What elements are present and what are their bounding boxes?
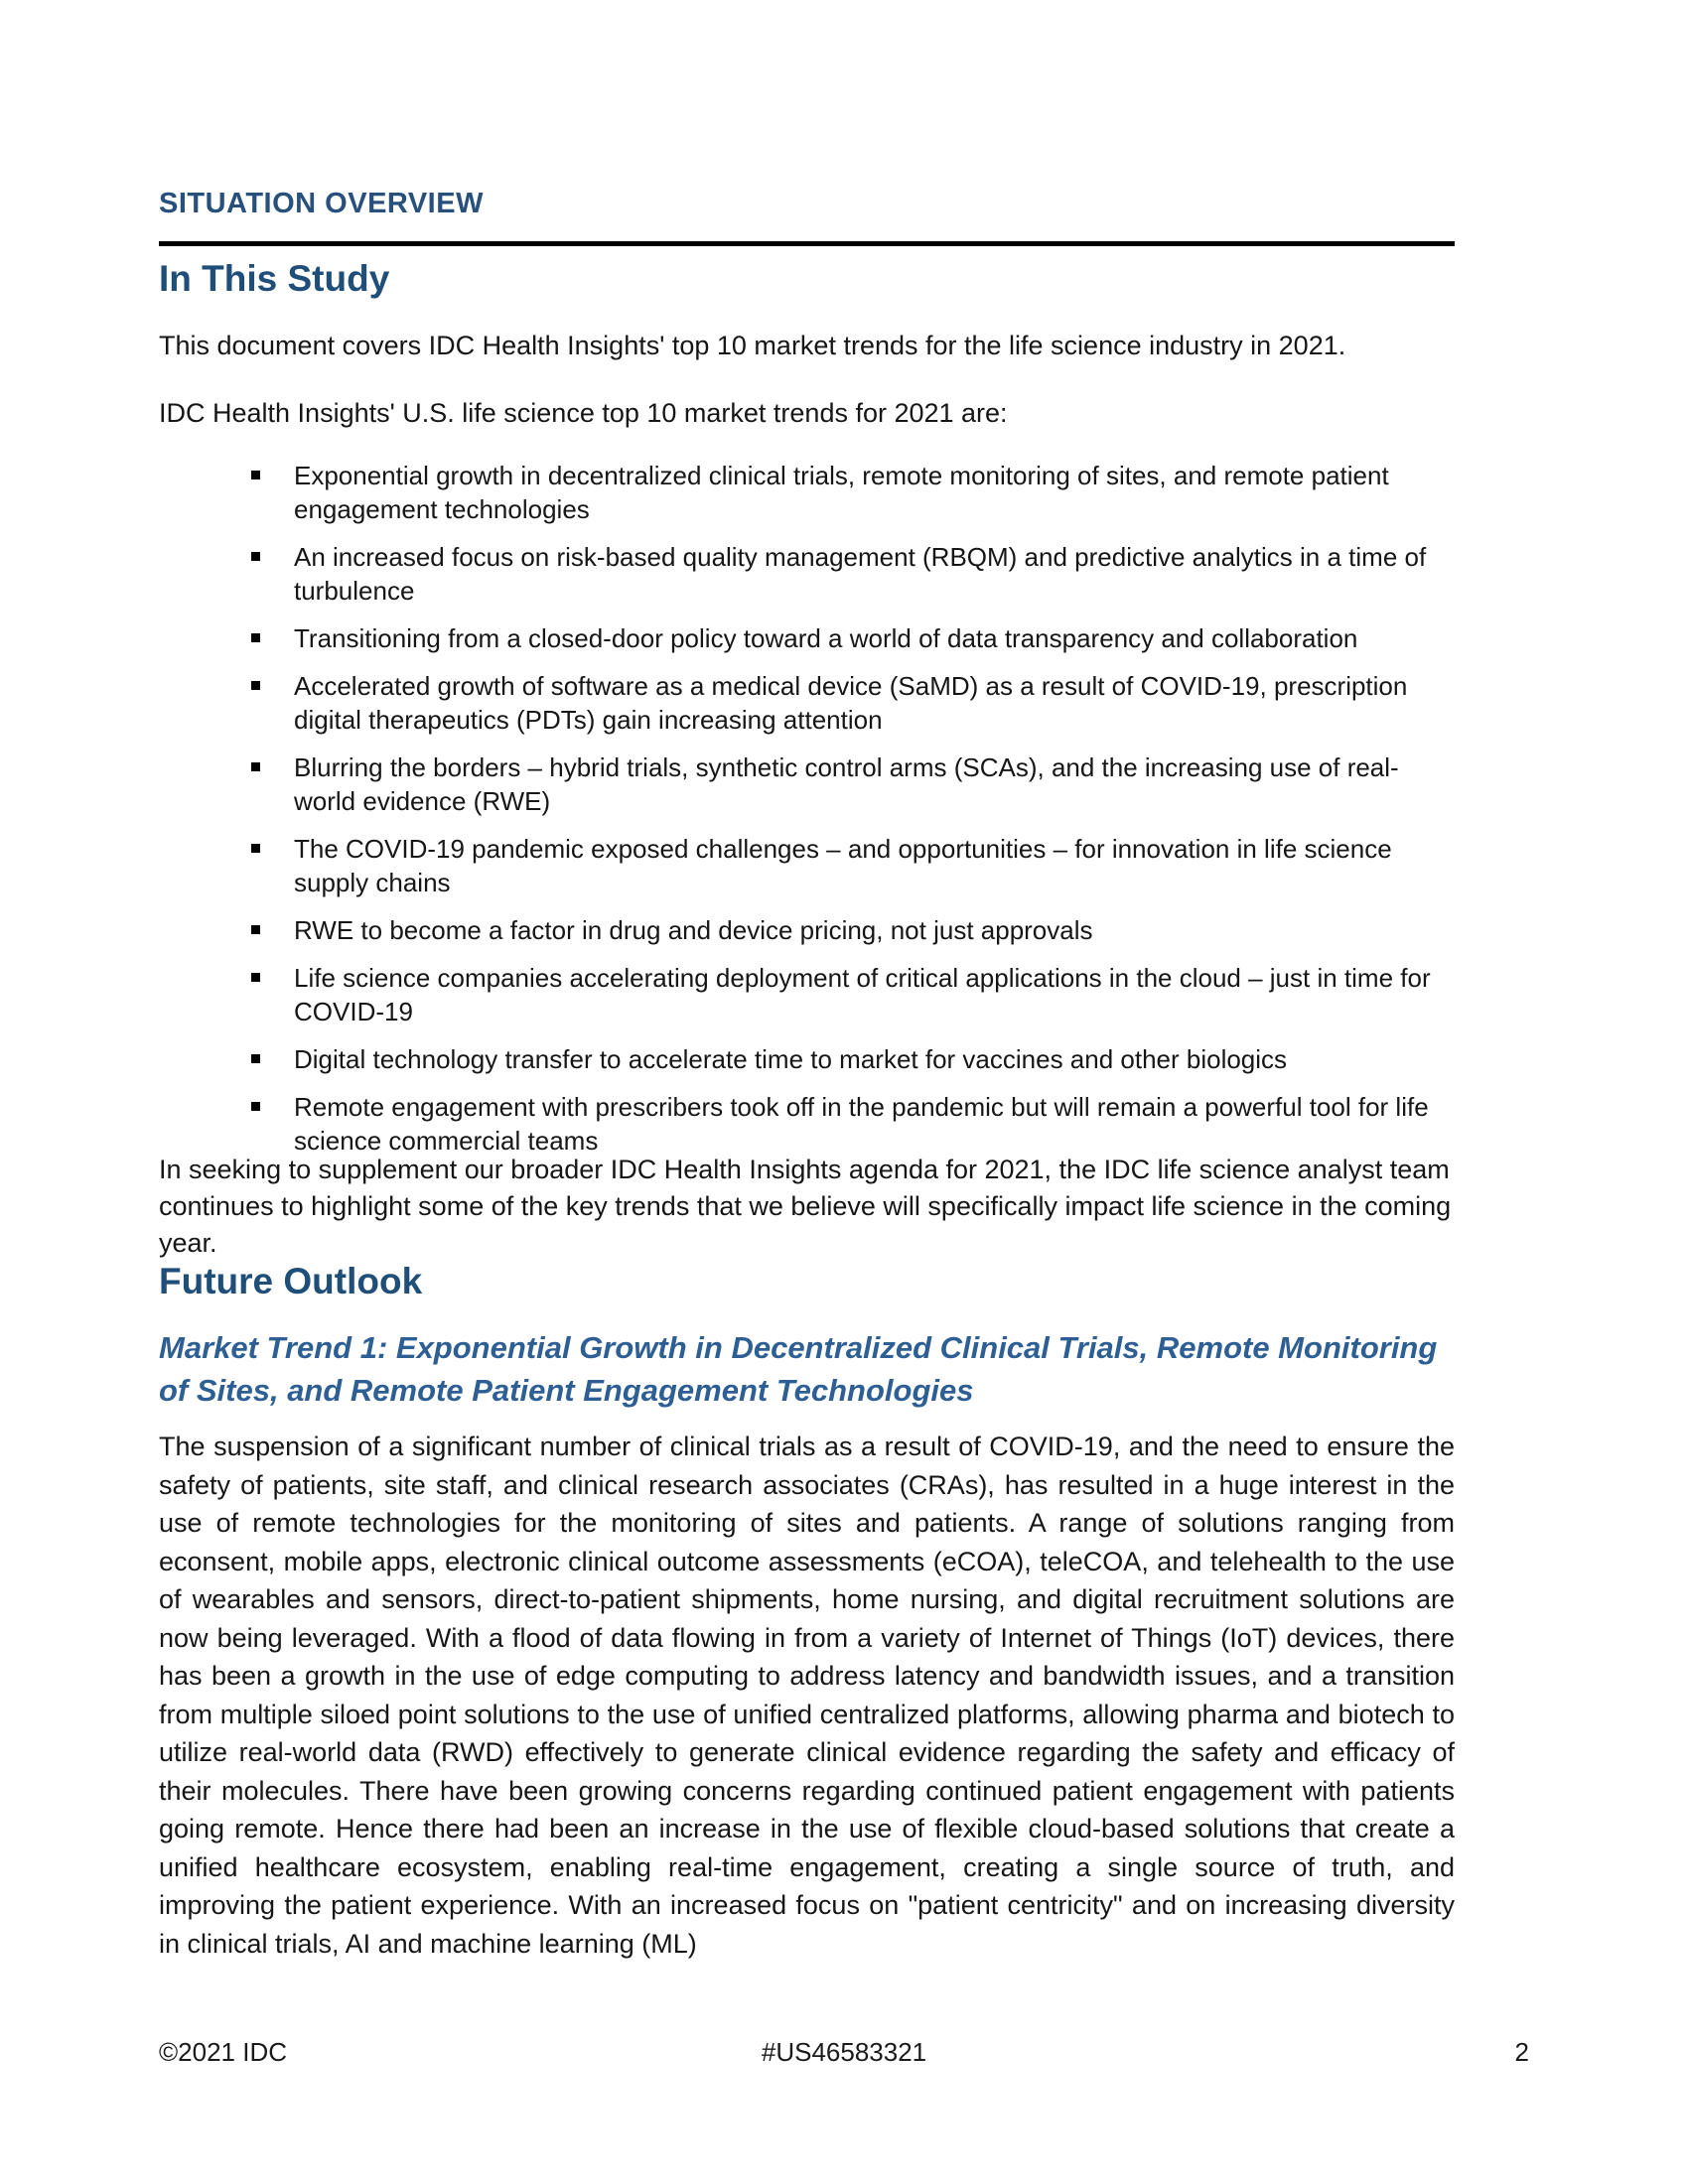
trend-list-item [159,751,1455,818]
bullet-square-icon [251,925,260,934]
bullet-square-icon [251,973,260,982]
future-outlook-heading: Future Outlook [159,1261,423,1301]
bullet-square-icon [251,552,260,561]
list-lead-paragraph: IDC Health Insights' U.S. life science top 10 market trends for 2021 are: [159,398,1008,428]
situation-overview-kicker: SITUATION OVERVIEW [159,188,484,219]
bullet-square-icon [251,1054,260,1063]
market-trend-1-heading: Market Trend 1: Exponential Growth in Decentralized Clinical Trials, Remote Monitoring of Sites, and Remote Patient Engagement Technologies [159,1330,1438,1408]
trend-list-item-text: An increased focus on risk-based quality management (RBQM) and predictive analytics in a time of turbulence [294,542,1427,606]
trend-list-item [159,621,1455,655]
bullet-square-icon [251,1102,260,1111]
trend-list [159,459,1455,1171]
footer-page-number: 2 [1514,2037,1529,2067]
horizontal-rule [159,241,1455,246]
trend-list-item-text: Digital technology transfer to accelerate time to market for vaccines and other biologics [294,1044,1288,1074]
in-this-study-heading: In This Study [159,258,390,299]
trend-list-item [159,669,1455,737]
trend-list-item-text: Exponential growth in decentralized clinical trials, remote monitoring of sites, and remote patient engagement technologies [294,461,1389,524]
trend-list-item [159,961,1455,1028]
trend-list-item-text: The COVID-19 pandemic exposed challenges – and opportunities – for innovation in life science supply chains [294,834,1392,897]
trend-list-item-text: Transitioning from a closed-door policy toward a world of data transparency and collaboration [294,623,1358,653]
trend-list-item [159,832,1455,899]
bullet-square-icon [251,844,260,853]
trend-list-item [159,459,1455,526]
trend-list-item [159,1042,1455,1076]
trend-list-item [159,540,1455,608]
trend-list-item-text: Accelerated growth of software as a medical device (SaMD) as a result of COVID-19, prescription digital therapeutics (PDTs) gain increasing attention [294,671,1408,735]
trend-list-item [159,1090,1455,1158]
trend-list-item-text: Remote engagement with prescribers took off in the pandemic but will remain a powerful tool for life science commercial teams [294,1092,1429,1156]
footer-copyright: ©2021 IDC [159,2037,287,2067]
bullet-square-icon [251,633,260,642]
page-footer [0,2037,1688,2077]
bullet-square-icon [251,471,260,479]
trend-list-item-text: Blurring the borders – hybrid trials, synthetic control arms (SCAs), and the increasing use of real-world evidence (RWE) [294,752,1399,816]
trend-list-item-text: RWE to become a factor in drug and device pricing, not just approvals [294,915,1093,945]
intro-paragraph: This document covers IDC Health Insights' top 10 market trends for the life science industry in 2021. [159,331,1346,360]
footer-doc-id: #US46583321 [761,2037,927,2067]
closing-paragraph: In seeking to supplement our broader IDC Health Insights agenda for 2021, the IDC life science analyst team continues to highlight some of the key trends that we believe will specifically impact life science in the coming year. [159,1155,1452,1258]
market-trend-1-body: The suspension of a significant number of clinical trials as a result of COVID-19, and the need to ensure the safety of patients, site staff, and clinical research associates (CRAs), has resulted in a huge interest in the use of remote technologies for the monitoring of sites and patients. A range of solutions ranging from econsent, mobile apps, electronic clinical outcome assessments (eCOA), teleCOA, and telehealth to the use of wearables and sensors, direct-to-patient shipments, home nursing, and digital recruitment solutions are now being leveraged. With a flood of data flowing in from a variety of Internet of Things (IoT) devices, there has been a growth in the use of edge computing to address latency and bandwidth issues, and a transition from multiple siloed point solutions to the use of unified centralized platforms, allowing pharma and biotech to utilize real-world data (RWD) effectively to generate clinical evidence regarding the safety and efficacy of their molecules. There have been growing concerns regarding continued patient engagement with patients going remote. Hence there had been an increase in the use of flexible cloud-based solutions that create a unified healthcare ecosystem, enabling real-time engagement, creating a single source of truth, and improving the patient experience. With an increased focus on "patient centricity" and on increasing diversity in clinical trials, AI and machine learning (ML) [159,1432,1455,1959]
bullet-square-icon [251,681,260,690]
bullet-square-icon [251,762,260,771]
trend-list-item [159,913,1455,947]
trend-list-item-text: Life science companies accelerating deployment of critical applications in the cloud – just in time for COVID-19 [294,963,1431,1026]
